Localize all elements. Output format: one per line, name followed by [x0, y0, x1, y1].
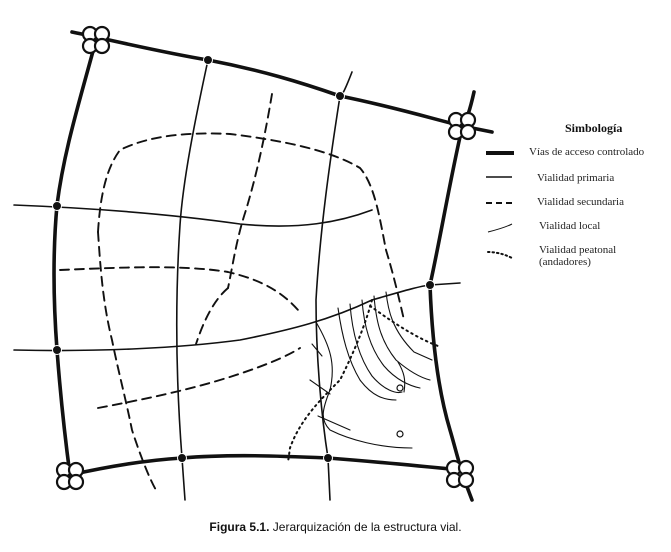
intersection-north-b [336, 92, 345, 101]
south-controlled-access-road [70, 456, 460, 475]
secondary-road-north-loop [98, 133, 404, 320]
intersection-south-b [324, 454, 333, 463]
west-controlled-access-road [54, 40, 96, 475]
legend-label-pedestrian: Vialidad peatonal [539, 244, 617, 256]
legend-label-controlled-access: Vías de acceso controlado [529, 146, 645, 158]
intersection-north-a [204, 56, 213, 65]
primary-road-west-east [14, 205, 372, 226]
secondary-roads [60, 94, 404, 490]
legend-label-secondary: Vialidad secundaria [537, 196, 624, 208]
local-road-7 [310, 344, 350, 430]
legend-symbol-pedestrian [486, 248, 516, 260]
interchanges [57, 27, 475, 489]
local-road-1 [386, 292, 432, 360]
primary-road-north-south-a [177, 60, 208, 500]
local-road-4 [350, 304, 402, 392]
legend-label-local: Vialidad local [539, 220, 601, 232]
legend-sublabel-pedestrian: (andadores) [539, 256, 591, 268]
figure-caption-text: Jerarquización de la estructura vial. [272, 520, 462, 534]
figure-number: Figura 5.1. [209, 520, 270, 534]
secondary-road-curve-b [228, 94, 272, 288]
legend-symbol-primary [486, 172, 516, 182]
primary-road-lower [14, 283, 460, 351]
primary-road-north-south-b [316, 72, 352, 500]
secondary-road-curve-a [98, 232, 156, 490]
local-road-5 [338, 308, 396, 400]
legend-symbol-local [486, 222, 516, 234]
road-intersections [53, 56, 435, 463]
intersection-south-a [178, 454, 187, 463]
local-roads [310, 292, 432, 448]
legend-title: Simbología [565, 121, 623, 135]
cloverleaf-interchange-se [447, 461, 473, 487]
figure-caption [0, 520, 671, 534]
pedestrian-route-1 [288, 300, 372, 462]
legend-label-primary: Vialidad primaria [537, 172, 615, 184]
legend-symbol-controlled-access [486, 148, 516, 158]
north-controlled-access-road [72, 32, 492, 132]
intersection-west-b [53, 346, 62, 355]
secondary-road-spur [196, 288, 228, 344]
primary-roads [14, 60, 460, 500]
legend-symbol-secondary [486, 198, 516, 208]
intersection-west-a [53, 202, 62, 211]
secondary-road-bottom [98, 348, 300, 408]
cul-de-sac-1 [397, 385, 403, 391]
east-controlled-access-road [430, 92, 474, 500]
intersection-east [426, 281, 435, 290]
controlled-access-roads [54, 32, 492, 500]
secondary-road-middle [60, 267, 298, 310]
cul-de-sac-2 [397, 431, 403, 437]
